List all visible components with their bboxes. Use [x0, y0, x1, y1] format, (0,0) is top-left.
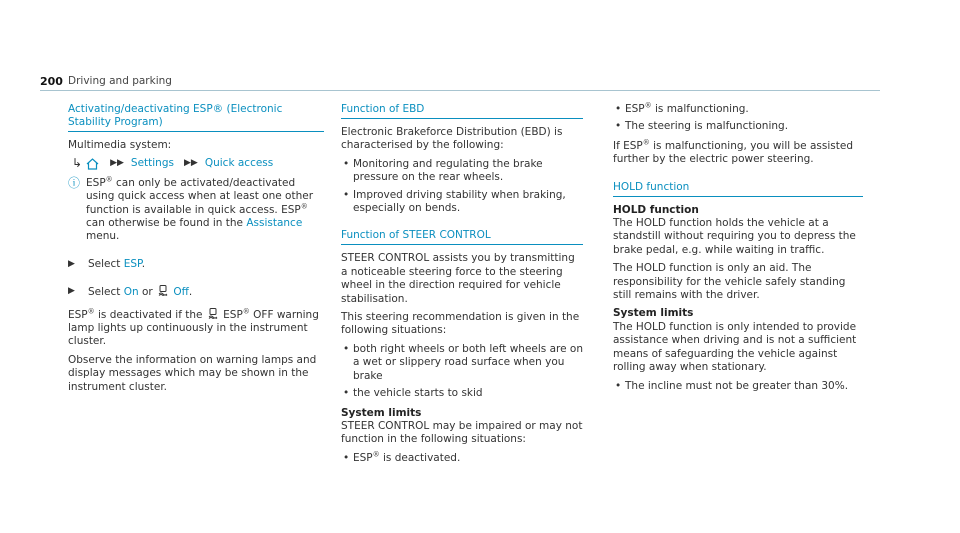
esp-off-icon — [208, 308, 218, 319]
esp-off-icon — [158, 285, 168, 296]
hold-system-limits-text: The HOLD function is only intended to provide assistance when driving and is not a sufficient means of safeguarding the vehicle against rolling away when stationary. — [613, 320, 857, 374]
list-item: • the vehicle starts to skid — [341, 387, 583, 400]
menu-link-quick-access[interactable]: Quick access — [204, 157, 274, 170]
info-text: ESP® can only be activated/deactivated using quick access when at least one other function is available in quick access. ESP® can otherwise be found in the Assistance menu. — [86, 175, 314, 243]
home-icon[interactable] — [86, 158, 100, 170]
step-select-on-off: ▶ Select On or Off. — [68, 286, 193, 299]
system-label: Multimedia system: — [68, 139, 172, 151]
menu-path — [72, 157, 324, 170]
chevron-right-icon: ▶▶ — [183, 158, 198, 169]
list-item: • Monitoring and regulating the brake pressure on the rear wheels. — [341, 158, 583, 185]
chevron-right-icon: ▶▶ — [110, 158, 124, 169]
ebd-list — [341, 158, 583, 216]
step-arrow-icon: ▶ — [68, 286, 75, 297]
system-limits-text: STEER CONTROL may be impaired or may not function in the following situations: — [341, 419, 583, 446]
list-item: • The incline must not be greater than 30%. — [613, 380, 863, 393]
menu-link-settings[interactable]: Settings — [130, 157, 174, 170]
list-item: • The steering is malfunctioning. — [613, 120, 863, 133]
page-number: 200 — [40, 75, 63, 88]
column-esp — [68, 103, 324, 399]
info-note — [68, 177, 324, 244]
ebd-intro: Electronic Brakeforce Distribution (EBD) is characterised by the following: — [341, 126, 563, 152]
header-divider — [40, 90, 880, 91]
section-title-ebd: Function of EBD — [341, 103, 583, 119]
section-title-hold: HOLD function — [613, 181, 863, 197]
hold-paragraph-1: The HOLD function holds the vehicle at a standstill without requiring you to depress the brake pedal, e.g. while waiting in traffic. — [613, 217, 856, 256]
column-ebd — [341, 103, 583, 471]
off-option[interactable]: Off — [173, 286, 189, 299]
column-hold — [613, 103, 863, 399]
power-steering-text: If ESP® is malfunctioning, you will be assisted further by the electric power steering. — [613, 138, 853, 166]
hold-limits-list — [613, 380, 863, 393]
list-item: • ESP® is malfunctioning. — [613, 103, 863, 116]
chapter-title: Driving and parking — [68, 75, 172, 87]
limits-list-continued — [613, 103, 863, 134]
section-title-steer-control: Function of STEER CONTROL — [341, 229, 583, 245]
hold-paragraph-2: The HOLD function is only an aid. The responsibility for the vehicle safely standing still remains with the driver. — [613, 262, 846, 302]
limits-list — [341, 452, 583, 465]
esp-option[interactable]: ESP — [123, 257, 142, 270]
list-item: • both right wheels or both left wheels are on a wet or slippery road surface when you brake — [341, 343, 583, 383]
info-icon: ⓘ — [68, 175, 81, 190]
return-arrow-icon: ↳ — [72, 156, 83, 171]
list-item: • ESP® is deactivated. — [341, 452, 583, 465]
section-title-esp: Activating/deactivating ESP® (Electronic Stability Program) — [68, 103, 324, 132]
observe-text: Observe the information on warning lamps and display messages which may be shown in the instrument cluster. — [68, 353, 317, 393]
steer-paragraph-1: STEER CONTROL assists you by transmitting a noticeable steering force to the steering wheel in the direction required for vehicle stabilisation. — [341, 252, 575, 305]
list-item: • Improved driving stability when braking, especially on bends. — [341, 189, 583, 216]
system-limits-heading: System limits — [341, 406, 422, 419]
step-select-esp: ▶ Select ESP. — [68, 257, 146, 270]
assistance-link[interactable]: Assistance — [246, 217, 303, 230]
step-arrow-icon: ▶ — [68, 258, 75, 269]
steer-paragraph-2: This steering recommendation is given in the following situations: — [341, 311, 580, 337]
esp-deactivated-text: ESP® is deactivated if the ESP® OFF warning lamp lights up continuously in the instrument cluster. — [68, 307, 319, 348]
page-header — [40, 72, 880, 92]
on-option[interactable]: On — [123, 286, 139, 299]
steer-list — [341, 343, 583, 401]
hold-subheading: HOLD function — [613, 203, 699, 216]
hold-system-limits-heading: System limits — [613, 307, 694, 320]
